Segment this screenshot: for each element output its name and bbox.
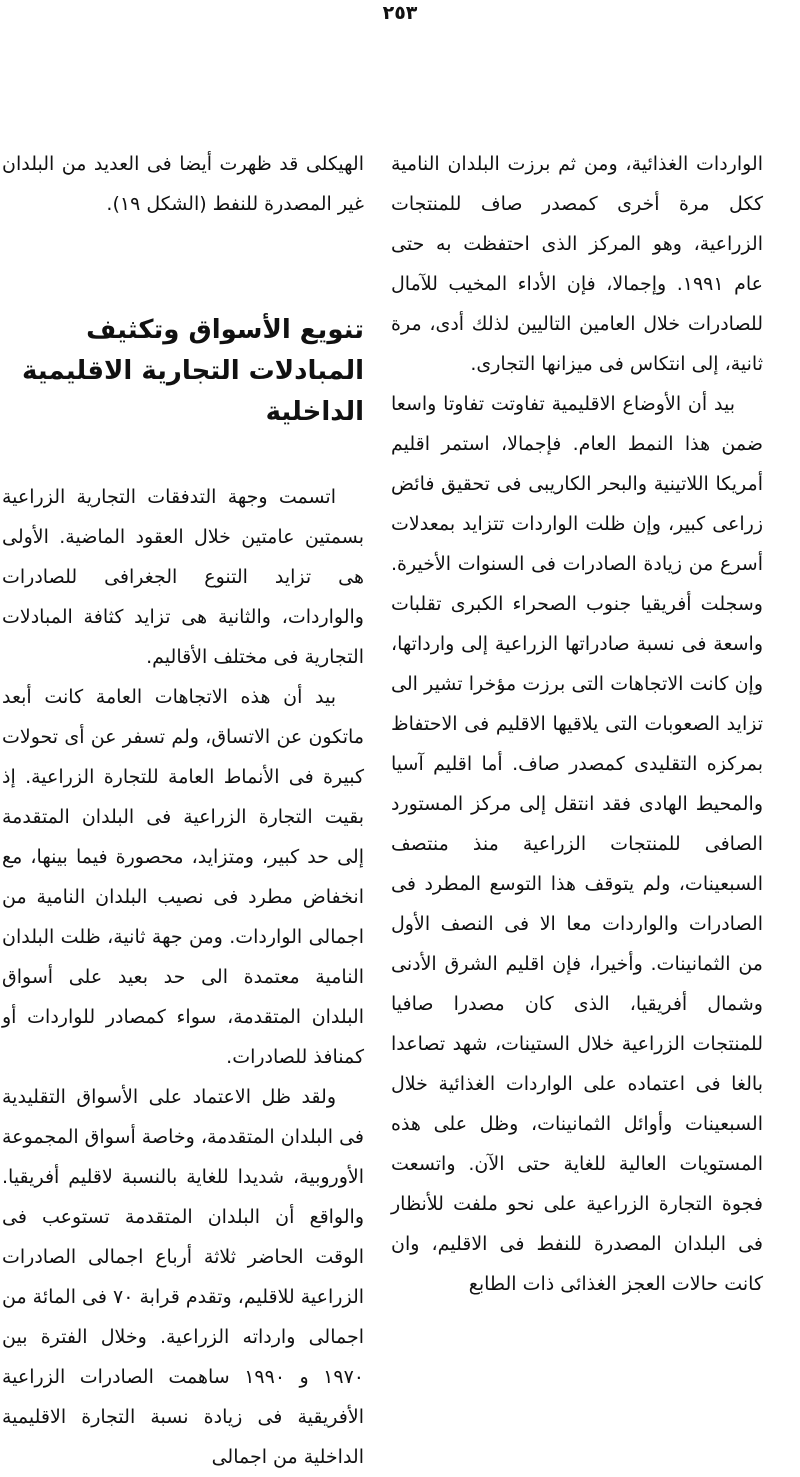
section-heading: تنويع الأسواق وتكثيف المبادلات التجارية الاقليمية الداخلية <box>21 315 364 427</box>
left-column <box>2 144 364 1477</box>
paragraph: الهيكلى قد ظهرت أيضا فى العديد من البلدان غير المصدرة للنفط (الشكل ١٩). <box>2 153 364 215</box>
right-column <box>391 144 763 1304</box>
paragraph: بيد أن هذه الاتجاهات العامة كانت أبعد ماتكون عن الاتساق، ولم تسفر عن أى تحولات كبيرة فى الأنماط العامة للتجارة الزراعية. إذ بقيت التجارة الزراعية فى البلدان المتقدمة إلى حد كبير، ومتزايد، محصورة فيما بينها، مع انخفاض مطرد فى نصيب البلدان النامية من اجمالى الواردات. ومن جهة ثانية، ظلت البلدان النامية معتمدة الى حد بعيد على أسواق البلدان المتقدمة، سواء كمصادر للواردات أو كمنافذ للصادرات. <box>2 686 364 1068</box>
page-number: ٢٥٣ <box>382 2 418 24</box>
paragraph: بيد أن الأوضاع الاقليمية تفاوتت تفاوتا واسعا ضمن هذا النمط العام. فإجمالا، استمر اقليم أمريكا اللاتينية والبحر الكاريبى فى تحقيق فائض زراعى كبير، وإن ظلت الواردات تتزايد بمعدلات أسرع من زيادة الصادرات فى السنوات الأخيرة. وسجلت أفريقيا جنوب الصحراء الكبرى تقلبات واسعة فى نسبة صادراتها الزراعية إلى وارداتها، وإن كانت الاتجاهات التى برزت مؤخرا تشير الى تزايد الصعوبات التى يلاقيها الاقليم فى الاحتفاظ بمركزه التقليدى كمصدر صاف. أما اقليم آسيا والمحيط الهادى فقد انتقل إلى مركز المستورد الصافى للمنتجات الزراعية منذ منتصف السبعينات، ولم يتوقف هذا التوسع المطرد فى الصادرات والواردات معا الا فى النصف الأول من الثمانينات. وأخيرا، فإن اقليم الشرق الأدنى وشمال أفريقيا، الذى كان مصدرا صافيا للمنتجات الزراعية خلال الستينات، شهد تصاعدا بالغا فى اعتماده على الواردات الغذائية خلال السبعينات وأوائل الثمانينات، وظل على هذه المستويات العالية للغاية حتى الآن. واتسعت فجوة التجارة الزراعية على نحو ملفت للأنظار فى البلدان المصدرة للنفط فى الاقليم، وان كانت حالات العجز الغذائى ذات الطابع <box>391 393 763 1295</box>
paragraph: الواردات الغذائية، ومن ثم برزت البلدان النامية ككل مرة أخرى كمصدر صاف للمنتجات الزراعية، وهو المركز الذى احتفظت به حتى عام ١٩٩١. وإجمالا، فإن الأداء المخيب للآمال للصادرات خلال العامين التاليين لذلك أدى، مرة ثانية، إلى انتكاس فى ميزانها التجارى. <box>391 153 763 375</box>
paragraph: اتسمت وجهة التدفقات التجارية الزراعية بسمتين عامتين خلال العقود الماضية. الأولى هى تزايد التنوع الجغرافى للصادرات والواردات، والثانية هى تزايد كثافة المبادلات التجارية فى مختلف الأقاليم. <box>2 486 364 668</box>
paragraph: ولقد ظل الاعتماد على الأسواق التقليدية فى البلدان المتقدمة، وخاصة أسواق المجموعة الأوروبية، شديدا للغاية بالنسبة لاقليم أفريقيا. والواقع أن البلدان المتقدمة تستوعب فى الوقت الحاضر ثلاثة أرباع اجمالى الصادرات الزراعية للاقليم، وتقدم قرابة ٧٠ فى المائة من اجمالى وارداته الزراعية. وخلال الفترة بين ١٩٧٠ و ١٩٩٠ ساهمت الصادرات الزراعية الأفريقية فى زيادة نسبة التجارة الاقليمية الداخلية من اجمالى <box>2 1086 365 1468</box>
